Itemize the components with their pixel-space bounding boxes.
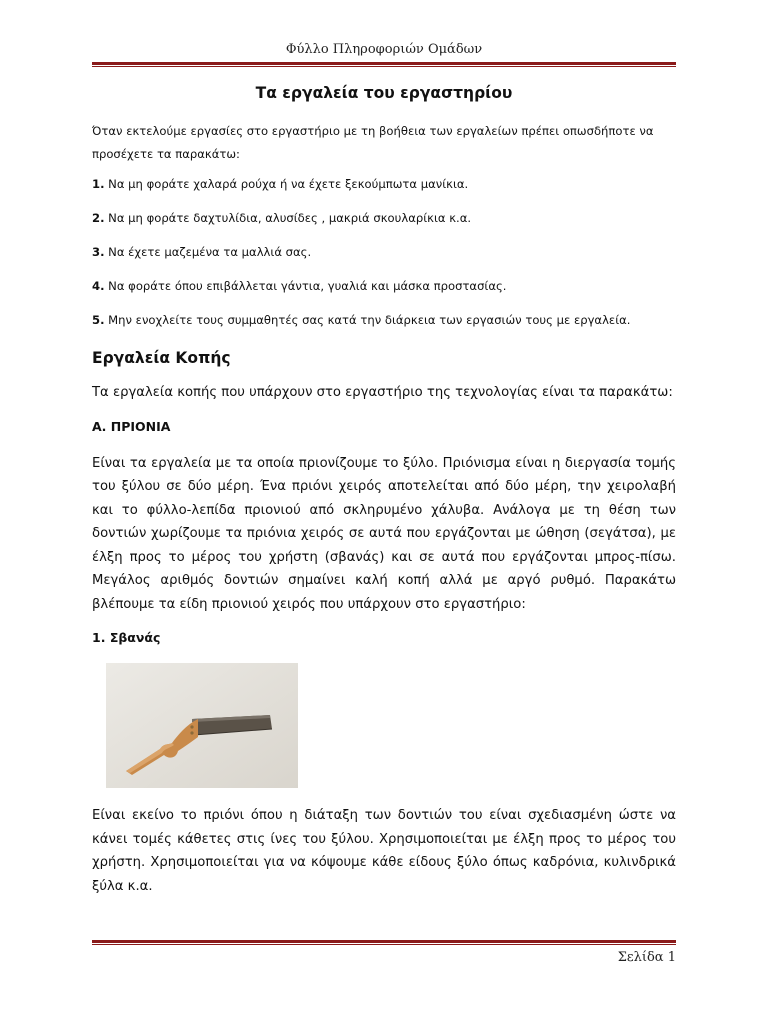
section-heading-cutting-tools: Εργαλεία Κοπής xyxy=(92,349,231,367)
safety-rules-list xyxy=(92,176,676,329)
page-number: Σελίδα 1 xyxy=(617,950,676,965)
item-number: 1. xyxy=(92,630,106,645)
item-heading-svanas xyxy=(92,630,676,645)
rule-number: 4. xyxy=(92,279,105,293)
saw-photo-icon xyxy=(106,663,298,788)
rule-number: 1. xyxy=(92,177,105,191)
list-item xyxy=(92,176,676,193)
intro-paragraph: Όταν εκτελούμε εργασίες στο εργαστήριο με τη βοήθεια των εργαλείων πρέπει οπωσδήποτε να προσέχετε τα παρακάτω: xyxy=(92,124,654,161)
rule-text: Να φοράτε όπου επιβάλλεται γάντια, γυαλιά και μάσκα προστασίας. xyxy=(104,279,507,293)
subsection-heading-saws: Α. ΠΡΙΟΝΙΑ xyxy=(92,418,171,434)
rule-text: Να μη φοράτε δαχτυλίδια, αλυσίδες , μακριά σκουλαρίκια κ.α. xyxy=(104,211,472,225)
rule-text: Να μη φοράτε χαλαρά ρούχα ή να έχετε ξεκούμπωτα μανίκια. xyxy=(104,177,469,191)
rule-text: Να έχετε μαζεμένα τα μαλλιά σας. xyxy=(104,245,312,259)
document-body xyxy=(92,84,676,912)
list-item xyxy=(92,210,676,227)
list-item xyxy=(92,278,676,295)
footer-divider xyxy=(92,940,676,945)
document-title: Τα εργαλεία του εργαστηρίου xyxy=(255,84,513,102)
list-item xyxy=(92,312,676,329)
header-divider xyxy=(92,62,676,67)
rule-number: 5. xyxy=(92,313,105,327)
rule-text: Μην ενοχλείτε τους συμμαθητές σας κατά την διάρκεια των εργασιών τους με εργαλεία. xyxy=(104,313,631,327)
item-description-paragraph: Είναι εκείνο το πριόνι όπου η διάταξη των δοντιών του είναι σχεδιασμένη ώστε να κάνει τομές κάθετες στις ίνες του ξύλου. Χρησιμοποιείται με έλξη προς το μέρος του χρήστη. Χρησιμοποιείται για να κόψουμε κάθε είδους ξύλο όπως καδρόνια, κυλινδρικά ξύλα κ.α. xyxy=(92,808,676,894)
saws-paragraph: Είναι τα εργαλεία με τα οποία πριονίζουμε το ξύλο. Πριόνισμα είναι η διεργασία τομής του ξύλου σε δύο μέρη. Ένα πριόνι χειρός αποτελείται από δύο μέρη, την χειρολαβή και το φύλλο-λεπίδα πριονιού από σκληρυμένο χάλυβα. Ανάλογα με τη θέση των δοντιών χωρίζουμε τα πριόνια χειρός σε αυτά που εργάζονται με ώθηση (σεγάτσα), με έλξη προς το μέρος του χρήστη (σβανάς) και σε αυτά που εργάζονται μπρος-πίσω. Μεγάλος αριθμός δοντιών σημαίνει καλή κοπή αλλά με αργό ρυθμό. Παρακάτω βλέπουμε τα είδη πριονιού χειρός που υπάρχουν στο εργαστήριο: xyxy=(92,455,676,612)
item-title: Σβανάς xyxy=(109,630,161,645)
rule-number: 2. xyxy=(92,211,105,225)
rule-number: 3. xyxy=(92,245,105,259)
list-item xyxy=(92,244,676,261)
page-header-title: Φύλλο Πληροφοριών Ομάδων xyxy=(285,42,483,57)
section-intro-paragraph: Τα εργαλεία κοπής που υπάρχουν στο εργαστήριο της τεχνολογίας είναι τα παρακάτω: xyxy=(92,385,673,400)
